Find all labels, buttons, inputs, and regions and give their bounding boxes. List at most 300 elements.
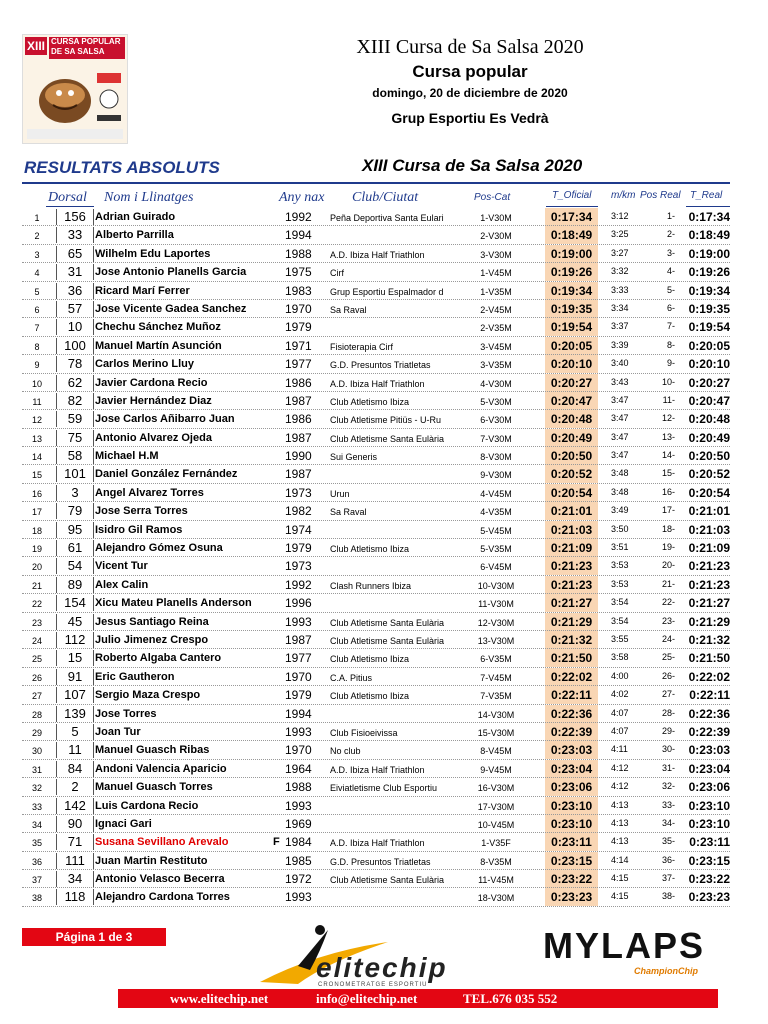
row-pace: 3:47 bbox=[611, 450, 629, 461]
row-official-time: 0:21:32 bbox=[545, 631, 598, 649]
row-category: 18-V30M bbox=[477, 893, 515, 904]
row-pace: 3:37 bbox=[611, 321, 629, 332]
row-official-time: 0:19:35 bbox=[545, 300, 598, 318]
row-official-time: 0:20:27 bbox=[545, 374, 598, 392]
row-pace: 3:48 bbox=[611, 486, 629, 497]
row-real-position: 13- bbox=[661, 431, 675, 442]
table-row bbox=[0, 888, 768, 906]
row-year: 1987 bbox=[285, 393, 312, 408]
row-category: 3-V30M bbox=[480, 249, 512, 260]
row-real-time: 0:20:05 bbox=[688, 338, 730, 353]
row-official-time: 0:23:04 bbox=[545, 760, 598, 778]
footer-website[interactable]: www.elitechip.net bbox=[170, 991, 269, 1006]
row-real-position: 37- bbox=[661, 873, 675, 884]
row-year: 1993 bbox=[285, 798, 312, 813]
row-year: 1973 bbox=[285, 559, 312, 574]
row-club: G.D. Presuntos Triatletas bbox=[330, 360, 431, 371]
row-dorsal: 31 bbox=[56, 264, 94, 280]
row-position: 20 bbox=[31, 562, 42, 573]
row-category: 1-V30M bbox=[480, 213, 512, 223]
row-real-time: 0:21:27 bbox=[688, 596, 730, 611]
mylaps-logo: MYLAPS bbox=[543, 925, 706, 966]
row-pace: 3:25 bbox=[611, 229, 629, 240]
row-real-position: 15- bbox=[661, 468, 675, 479]
row-club: Club Atletismo Ibiza bbox=[330, 691, 410, 702]
row-real-time: 0:23:04 bbox=[688, 761, 730, 776]
row-official-time: 0:23:10 bbox=[545, 797, 598, 815]
row-pace: 4:15 bbox=[611, 891, 629, 902]
row-pace: 4:12 bbox=[611, 762, 629, 773]
row-name: Xicu Mateu Planells Anderson bbox=[95, 597, 252, 610]
table-row bbox=[0, 337, 768, 355]
row-year: 1969 bbox=[285, 816, 312, 831]
row-year: 1970 bbox=[285, 743, 312, 758]
row-category: 1-V35F bbox=[481, 838, 511, 849]
row-real-time: 0:23:10 bbox=[688, 798, 730, 813]
row-position: 5 bbox=[34, 286, 40, 297]
row-dorsal: 84 bbox=[56, 761, 94, 777]
row-real-time: 0:21:23 bbox=[688, 559, 730, 574]
row-real-time: 0:23:22 bbox=[688, 872, 730, 887]
row-year: 1988 bbox=[285, 246, 312, 261]
row-name: Carlos Merino Lluy bbox=[95, 358, 195, 371]
row-club: Sa Raval bbox=[330, 304, 367, 315]
poster-title: CURSA POPULAR DE SA SALSA bbox=[49, 37, 125, 59]
row-name: Michael H.M bbox=[95, 450, 159, 463]
row-official-time: 0:20:48 bbox=[545, 410, 598, 428]
table-row bbox=[0, 484, 768, 502]
row-category: 9-V45M bbox=[480, 764, 512, 775]
row-position: 25 bbox=[31, 654, 42, 665]
row-category: 2-V30M bbox=[480, 231, 512, 242]
row-real-position: 32- bbox=[661, 781, 675, 792]
row-real-time: 0:20:49 bbox=[688, 430, 730, 445]
row-category: 7-V30M bbox=[480, 433, 512, 444]
row-position: 14 bbox=[31, 452, 42, 463]
col-posreal: Pos Real bbox=[640, 190, 681, 201]
row-position: 13 bbox=[31, 433, 42, 444]
row-dorsal: 156 bbox=[56, 209, 94, 225]
row-category: 3-V35M bbox=[480, 360, 512, 371]
section-event-name: XIII Cursa de Sa Salsa 2020 bbox=[362, 156, 583, 175]
row-pace: 3:47 bbox=[611, 413, 629, 424]
row-club: Club Atletismo Ibiza bbox=[330, 544, 410, 555]
row-pace: 3:50 bbox=[611, 523, 629, 534]
row-real-time: 0:22:36 bbox=[688, 706, 730, 721]
row-name: Jose Torres bbox=[95, 707, 157, 720]
row-position: 2 bbox=[34, 231, 40, 242]
row-year: 1979 bbox=[285, 688, 312, 703]
row-year: 1971 bbox=[285, 338, 312, 353]
row-category: 15-V30M bbox=[477, 727, 515, 738]
row-real-position: 7- bbox=[666, 321, 675, 332]
row-dorsal: 33 bbox=[56, 227, 94, 243]
row-club: Club Atletismo Ibiza bbox=[330, 396, 410, 407]
row-official-time: 0:20:47 bbox=[545, 392, 598, 410]
row-real-time: 0:21:29 bbox=[688, 614, 730, 629]
row-real-position: 3- bbox=[666, 247, 675, 258]
row-category: 14-V30M bbox=[477, 709, 515, 720]
row-year: 1972 bbox=[285, 872, 312, 887]
row-club: A.D. Ibiza Half Triathlon bbox=[330, 249, 425, 260]
row-position: 36 bbox=[31, 856, 42, 867]
col-club: Club/Ciutat bbox=[352, 190, 419, 205]
row-position: 31 bbox=[31, 764, 42, 775]
row-position: 35 bbox=[31, 838, 42, 849]
row-real-time: 0:18:49 bbox=[688, 228, 730, 243]
row-position: 33 bbox=[31, 801, 42, 812]
table-row bbox=[0, 539, 768, 557]
row-position: 18 bbox=[31, 525, 42, 536]
elitechip-name: elitechip bbox=[316, 952, 448, 983]
row-dorsal: 107 bbox=[56, 687, 94, 703]
table-row bbox=[0, 797, 768, 815]
row-name: Jose Antonio Planells Garcia bbox=[95, 266, 247, 279]
row-club: Club Atletisme Santa Eulària bbox=[330, 617, 445, 628]
row-club: Sa Raval bbox=[330, 507, 367, 518]
row-official-time: 0:20:50 bbox=[545, 447, 598, 465]
section-title: RESULTATS ABSOLUTS bbox=[24, 158, 220, 177]
row-position: 22 bbox=[31, 599, 42, 610]
row-name: Wilhelm Edu Laportes bbox=[95, 247, 211, 260]
row-club: Peña Deportiva Santa Eulari bbox=[330, 213, 444, 223]
table-row bbox=[0, 833, 768, 851]
row-category: 8-V35M bbox=[480, 856, 512, 867]
row-official-time: 0:22:39 bbox=[545, 723, 598, 741]
row-position: 27 bbox=[31, 691, 42, 702]
row-year: 1988 bbox=[285, 780, 312, 795]
row-position: 19 bbox=[31, 544, 42, 555]
row-club: A.D. Ibiza Half Triathlon bbox=[330, 764, 425, 775]
row-real-position: 21- bbox=[661, 578, 675, 589]
col-name: Nom i Llinatges bbox=[104, 190, 194, 205]
row-official-time: 0:19:26 bbox=[545, 263, 598, 281]
col-cat: Pos-Cat bbox=[474, 192, 511, 203]
row-dorsal: 101 bbox=[56, 466, 94, 482]
row-dorsal: 142 bbox=[56, 798, 94, 814]
row-year: 1985 bbox=[285, 853, 312, 868]
row-club: A.D. Ibiza Half Triathlon bbox=[330, 838, 425, 849]
row-pace: 4:07 bbox=[611, 725, 629, 736]
row-real-position: 18- bbox=[661, 523, 675, 534]
row-real-position: 4- bbox=[666, 266, 675, 277]
table-row bbox=[0, 576, 768, 594]
row-dorsal: 58 bbox=[56, 448, 94, 464]
table-row bbox=[0, 429, 768, 447]
row-real-time: 0:20:54 bbox=[688, 485, 730, 500]
row-dorsal: 10 bbox=[56, 319, 94, 335]
row-category: 10-V30M bbox=[477, 580, 515, 591]
row-year: 1973 bbox=[285, 485, 312, 500]
row-dorsal: 79 bbox=[56, 503, 94, 519]
row-category: 5-V30M bbox=[480, 396, 512, 407]
col-real: T_Real bbox=[690, 190, 723, 201]
row-name: Vicent Tur bbox=[95, 560, 148, 573]
row-name: Eric Gautheron bbox=[95, 670, 175, 683]
row-sex: F bbox=[273, 836, 280, 849]
table-row bbox=[0, 723, 768, 741]
table-row bbox=[0, 815, 768, 833]
row-category: 7-V45M bbox=[480, 672, 512, 683]
event-organizer: Grup Esportiu Es Vedrà bbox=[391, 110, 549, 126]
table-row bbox=[0, 410, 768, 428]
row-position: 21 bbox=[31, 580, 42, 591]
row-official-time: 0:23:10 bbox=[545, 815, 598, 833]
row-dorsal: 112 bbox=[56, 632, 94, 648]
row-club: Cirf bbox=[330, 268, 344, 279]
row-dorsal: 62 bbox=[56, 375, 94, 391]
row-club: Sui Generis bbox=[330, 452, 378, 463]
row-official-time: 0:20:49 bbox=[545, 429, 598, 447]
row-pace: 3:27 bbox=[611, 247, 629, 258]
row-dorsal: 91 bbox=[56, 669, 94, 685]
row-pace: 3:53 bbox=[611, 560, 629, 571]
row-club: Club Atletisme Pitiüs - U-Ru bbox=[330, 415, 442, 426]
row-dorsal: 15 bbox=[56, 650, 94, 666]
row-year: 1987 bbox=[285, 467, 312, 482]
row-year: 1992 bbox=[285, 210, 312, 224]
row-real-time: 0:20:52 bbox=[688, 467, 730, 482]
row-pace: 3:54 bbox=[611, 597, 629, 608]
row-name: Jose Vicente Gadea Sanchez bbox=[95, 302, 247, 315]
row-position: 34 bbox=[31, 819, 42, 830]
row-club: Clash Runners Ibiza bbox=[330, 580, 412, 591]
row-official-time: 0:21:03 bbox=[545, 521, 598, 539]
row-real-time: 0:21:01 bbox=[688, 504, 730, 519]
event-subtitle: Cursa popular bbox=[412, 62, 528, 81]
row-real-position: 26- bbox=[661, 670, 675, 681]
header-underline bbox=[546, 206, 598, 207]
row-official-time: 0:22:36 bbox=[545, 705, 598, 723]
row-name: Alex Calin bbox=[95, 578, 149, 591]
row-dorsal: 118 bbox=[56, 889, 94, 905]
table-row bbox=[0, 374, 768, 392]
row-category: 7-V35M bbox=[480, 691, 512, 702]
row-name: Manuel Guasch Torres bbox=[95, 781, 213, 794]
row-year: 1975 bbox=[285, 265, 312, 280]
row-position: 16 bbox=[31, 488, 42, 499]
row-dorsal: 54 bbox=[56, 558, 94, 574]
row-official-time: 0:22:02 bbox=[545, 668, 598, 686]
row-name: Daniel González Fernández bbox=[95, 468, 238, 481]
row-position: 11 bbox=[32, 396, 42, 407]
row-category: 1-V45M bbox=[480, 268, 512, 279]
row-official-time: 0:21:27 bbox=[545, 594, 598, 612]
row-pace: 3:47 bbox=[611, 431, 629, 442]
row-position: 4 bbox=[34, 268, 40, 279]
row-real-time: 0:19:34 bbox=[688, 283, 730, 298]
row-official-time: 0:19:54 bbox=[545, 318, 598, 336]
row-position: 15 bbox=[31, 470, 42, 481]
row-club: Club Atletisme Santa Eulària bbox=[330, 433, 445, 444]
footer-email[interactable]: info@elitechip.net bbox=[316, 991, 418, 1006]
row-position: 23 bbox=[31, 617, 42, 628]
row-year: 1990 bbox=[285, 449, 312, 464]
table-row bbox=[0, 649, 768, 667]
row-official-time: 0:23:03 bbox=[545, 741, 598, 759]
row-official-time: 0:19:34 bbox=[545, 282, 598, 300]
row-real-position: 30- bbox=[661, 744, 675, 755]
table-row bbox=[0, 686, 768, 704]
row-year: 1970 bbox=[285, 301, 312, 316]
row-real-position: 25- bbox=[661, 652, 675, 663]
row-club: Fisioterapia Cirf bbox=[330, 341, 394, 352]
table-row bbox=[0, 557, 768, 575]
row-name: Chechu Sánchez Muñoz bbox=[95, 321, 221, 334]
row-year: 1979 bbox=[285, 320, 312, 335]
row-category: 9-V30M bbox=[480, 470, 512, 481]
row-pace: 3:12 bbox=[611, 211, 629, 221]
row-name: Luis Cardona Recio bbox=[95, 799, 199, 812]
row-dorsal: 11 bbox=[56, 742, 94, 758]
row-year: 1983 bbox=[285, 283, 312, 298]
page-indicator: Página 1 de 3 bbox=[22, 928, 166, 946]
row-name: Sergio Maza Crespo bbox=[95, 689, 201, 702]
row-official-time: 0:20:05 bbox=[545, 337, 598, 355]
row-dorsal: 100 bbox=[56, 338, 94, 354]
row-real-position: 2- bbox=[666, 229, 675, 240]
footer-bar bbox=[118, 989, 718, 1008]
row-pace: 3:39 bbox=[611, 339, 629, 350]
row-year: 1977 bbox=[285, 357, 312, 372]
row-dorsal: 139 bbox=[56, 706, 94, 722]
row-pace: 3:48 bbox=[611, 468, 629, 479]
row-real-position: 5- bbox=[666, 284, 675, 295]
row-dorsal: 65 bbox=[56, 246, 94, 262]
row-official-time: 0:21:23 bbox=[545, 576, 598, 594]
row-pace: 3:55 bbox=[611, 633, 629, 644]
table-row bbox=[0, 447, 768, 465]
row-real-time: 0:19:26 bbox=[688, 265, 730, 280]
row-category: 2-V45M bbox=[480, 304, 512, 315]
row-dorsal: 2 bbox=[56, 779, 94, 795]
row-pace: 4:00 bbox=[611, 670, 629, 681]
row-position: 30 bbox=[31, 746, 42, 757]
row-position: 28 bbox=[31, 709, 42, 720]
row-real-time: 0:19:00 bbox=[688, 246, 730, 261]
row-real-time: 0:22:11 bbox=[689, 688, 730, 703]
row-dorsal: 75 bbox=[56, 430, 94, 446]
row-category: 2-V35M bbox=[480, 323, 512, 334]
table-row bbox=[0, 226, 768, 244]
row-club: Club Atletisme Santa Eulària bbox=[330, 875, 445, 886]
row-category: 16-V30M bbox=[477, 783, 515, 794]
row-real-position: 24- bbox=[661, 633, 675, 644]
row-pace: 3:51 bbox=[611, 542, 629, 553]
row-category: 12-V30M bbox=[477, 617, 515, 628]
row-official-time: 0:21:01 bbox=[545, 502, 598, 520]
row-real-position: 34- bbox=[661, 817, 675, 828]
row-position: 9 bbox=[34, 360, 40, 371]
row-pace: 4:12 bbox=[611, 781, 629, 792]
row-position: 6 bbox=[34, 304, 40, 315]
row-pace: 3:54 bbox=[611, 615, 629, 626]
row-real-time: 0:21:50 bbox=[688, 651, 730, 666]
header-underline bbox=[686, 206, 730, 207]
poster-badge: XIII bbox=[26, 39, 45, 53]
table-row bbox=[0, 631, 768, 649]
row-club: C.A. Pitius bbox=[330, 672, 373, 683]
row-club: A.D. Ibiza Half Triathlon bbox=[330, 378, 425, 389]
row-real-time: 0:20:47 bbox=[688, 393, 730, 408]
row-position: 7 bbox=[34, 323, 40, 334]
row-dorsal: 45 bbox=[56, 614, 94, 630]
row-club: Club Atletisme Santa Eulària bbox=[330, 635, 445, 646]
row-official-time: 0:19:00 bbox=[545, 245, 598, 263]
row-name: Javier Cardona Recio bbox=[95, 376, 208, 389]
row-pace: 3:53 bbox=[611, 578, 629, 589]
row-position: 32 bbox=[31, 783, 42, 794]
row-dorsal: 61 bbox=[56, 540, 94, 556]
row-dorsal: 59 bbox=[56, 411, 94, 427]
row-real-position: 17- bbox=[661, 505, 675, 516]
row-name: Manuel Guasch Ribas bbox=[95, 744, 210, 757]
row-official-time: 0:21:23 bbox=[545, 557, 598, 575]
row-club: Urun bbox=[330, 488, 350, 499]
row-dorsal: 34 bbox=[56, 871, 94, 887]
row-pace: 3:49 bbox=[611, 505, 629, 516]
table-row bbox=[0, 282, 768, 300]
row-name: Antonio Velasco Becerra bbox=[95, 873, 225, 886]
row-year: 1974 bbox=[285, 522, 312, 537]
row-position: 10 bbox=[31, 378, 42, 389]
row-real-position: 36- bbox=[661, 854, 675, 865]
row-year: 1994 bbox=[285, 228, 312, 243]
row-real-time: 0:21:09 bbox=[688, 541, 730, 556]
row-official-time: 0:21:50 bbox=[545, 649, 598, 667]
row-name: Alejandro Cardona Torres bbox=[95, 891, 230, 904]
row-official-time: 0:23:22 bbox=[545, 870, 598, 888]
row-name: Susana Sevillano Arevalo bbox=[95, 836, 229, 849]
divider bbox=[22, 182, 730, 184]
table-row bbox=[0, 465, 768, 483]
row-official-time: 0:21:09 bbox=[545, 539, 598, 557]
row-year: 1992 bbox=[285, 577, 312, 592]
row-real-time: 0:23:10 bbox=[688, 816, 730, 831]
footer-phone: TEL.676 035 552 bbox=[463, 991, 558, 1006]
row-real-position: 28- bbox=[661, 707, 675, 718]
row-real-time: 0:21:23 bbox=[688, 577, 730, 592]
row-real-time: 0:19:35 bbox=[688, 301, 730, 316]
row-real-position: 8- bbox=[666, 339, 675, 350]
row-real-time: 0:23:03 bbox=[688, 743, 730, 758]
row-year: 1993 bbox=[285, 724, 312, 739]
row-real-time: 0:19:54 bbox=[688, 320, 730, 335]
row-real-time: 0:20:50 bbox=[688, 449, 730, 464]
row-year: 1993 bbox=[285, 890, 312, 905]
row-name: Jesus Santiago Reina bbox=[95, 615, 209, 628]
row-name: Juan Martin Restituto bbox=[95, 854, 208, 867]
row-club: Grup Esportiu Espalmador d bbox=[330, 286, 444, 297]
row-category: 17-V30M bbox=[477, 801, 515, 812]
row-name: Roberto Algaba Cantero bbox=[95, 652, 222, 665]
row-name: Javier Hernández Diaz bbox=[95, 394, 212, 407]
row-position: 24 bbox=[31, 635, 42, 646]
row-category: 11-V30M bbox=[478, 599, 514, 610]
row-name: Jose Serra Torres bbox=[95, 505, 188, 518]
row-pace: 4:02 bbox=[611, 689, 629, 700]
row-year: 1964 bbox=[285, 761, 312, 776]
row-club: G.D. Presuntos Triatletas bbox=[330, 856, 431, 867]
row-official-time: 0:20:54 bbox=[545, 484, 598, 502]
row-year: 1982 bbox=[285, 504, 312, 519]
results-table bbox=[0, 208, 768, 907]
table-row bbox=[0, 318, 768, 336]
row-category: 5-V45M bbox=[480, 525, 512, 536]
row-club: No club bbox=[330, 746, 361, 757]
row-dorsal: 71 bbox=[56, 834, 94, 850]
row-real-position: 29- bbox=[661, 725, 675, 736]
